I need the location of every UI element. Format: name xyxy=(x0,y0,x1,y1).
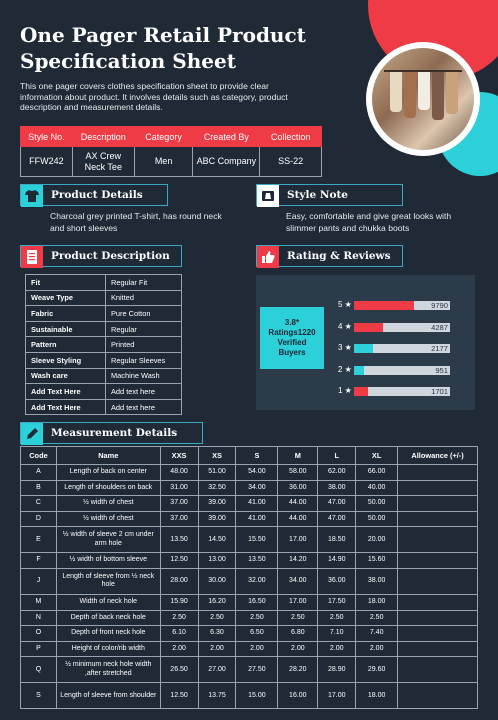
rating-row xyxy=(334,386,470,396)
measurement-cell: 28.00 xyxy=(160,568,198,594)
measurement-cell: D xyxy=(21,511,57,527)
measurement-row xyxy=(21,553,478,569)
description-value: Machine Wash xyxy=(106,368,182,384)
product-details-header xyxy=(20,184,168,206)
spec-table xyxy=(20,126,322,177)
measurement-cell: 31.00 xyxy=(160,480,198,496)
description-row xyxy=(26,384,182,400)
rating-count: 951 xyxy=(435,365,448,375)
measurement-cell: 58.00 xyxy=(278,465,318,481)
measurement-cell: Length of shoulders on back xyxy=(56,480,160,496)
measurement-cell xyxy=(398,568,478,594)
rating-row xyxy=(334,343,470,353)
measurement-cell: Length of back on center xyxy=(56,465,160,481)
description-row xyxy=(26,290,182,306)
rating-row xyxy=(334,300,470,310)
intro-text: This one pager covers clothes specification sheet to provide clear information about product. It involves details such as category, product description and measurement details. xyxy=(20,81,288,113)
measurement-cell: ½ minimum neck hole width ,after stretched xyxy=(56,657,160,683)
description-row xyxy=(26,275,182,291)
measurement-cell: 14.20 xyxy=(278,553,318,569)
spec-cell: AX Crew Neck Tee xyxy=(72,147,134,177)
description-value: Regular Fit xyxy=(106,275,182,291)
measurement-cell xyxy=(398,496,478,512)
measurement-cell: O xyxy=(21,626,57,642)
measurement-cell: 28.90 xyxy=(318,657,356,683)
rating-label: 5 ★ xyxy=(338,300,352,309)
measurement-cell xyxy=(398,511,478,527)
measurement-cell: 41.00 xyxy=(236,496,278,512)
measurement-cell xyxy=(398,480,478,496)
measurement-cell: 7.40 xyxy=(356,626,398,642)
measurement-cell: 36.00 xyxy=(318,568,356,594)
description-key: Add Text Here xyxy=(26,399,106,415)
rating-bar xyxy=(354,344,450,353)
ratings-header xyxy=(256,245,403,267)
dress-icon xyxy=(257,185,279,207)
measurement-cell: 18.50 xyxy=(318,527,356,553)
measurement-cell: 30.00 xyxy=(198,568,236,594)
rating-row xyxy=(334,322,470,332)
product-details-title: Product Details xyxy=(51,189,143,201)
measurement-row xyxy=(21,641,478,657)
measurement-cell: 6.30 xyxy=(198,626,236,642)
description-key: Add Text Here xyxy=(26,384,106,400)
measurement-cell: 2.00 xyxy=(278,641,318,657)
measurement-cell: 48.00 xyxy=(160,465,198,481)
measurement-row xyxy=(21,683,478,709)
measurement-cell: Height of color/rib width xyxy=(56,641,160,657)
product-photo xyxy=(366,42,480,156)
measurement-cell: 16.50 xyxy=(236,594,278,610)
description-value: Add text here xyxy=(106,384,182,400)
measurement-row xyxy=(21,496,478,512)
measurement-cell: 44.00 xyxy=(278,511,318,527)
measurement-cell: 12.50 xyxy=(160,553,198,569)
measurement-cell: Length of sleeve from shoulder xyxy=(56,683,160,709)
measurement-cell xyxy=(398,553,478,569)
rating-bar xyxy=(354,301,450,310)
measurement-cell: M xyxy=(21,594,57,610)
measurement-cell: ½ width of chest xyxy=(56,496,160,512)
description-key: Sustainable xyxy=(26,321,106,337)
measurement-cell: Length of sleeve from ½ neck hole xyxy=(56,568,160,594)
measurement-cell: 2.00 xyxy=(318,641,356,657)
rating-bar-fill xyxy=(354,301,414,310)
measurement-header-cell: M xyxy=(278,447,318,465)
measurement-cell: 26.50 xyxy=(160,657,198,683)
measurement-cell: 17.00 xyxy=(318,683,356,709)
measurement-cell: 17.50 xyxy=(318,594,356,610)
rating-label: 1 ★ xyxy=(338,386,352,395)
description-value: Printed xyxy=(106,337,182,353)
product-description-table xyxy=(25,274,182,415)
measurement-cell: E xyxy=(21,527,57,553)
measurement-cell xyxy=(398,626,478,642)
measurement-cell: 2.00 xyxy=(356,641,398,657)
measurement-cell: 47.00 xyxy=(318,511,356,527)
description-value: Add text here xyxy=(106,399,182,415)
measurement-cell: 2.50 xyxy=(278,610,318,626)
measurement-cell: 50.00 xyxy=(356,496,398,512)
measurement-cell: 2.50 xyxy=(236,610,278,626)
measurement-cell: ½ width of sleeve 2 cm under arm hole xyxy=(56,527,160,553)
measurement-cell: 15.00 xyxy=(236,683,278,709)
measurement-cell: 14.90 xyxy=(318,553,356,569)
product-description-header xyxy=(20,245,182,267)
measurement-row xyxy=(21,527,478,553)
ratings-title: Rating & Reviews xyxy=(287,250,391,262)
measurement-row xyxy=(21,511,478,527)
measurement-cell: 2.00 xyxy=(236,641,278,657)
spec-header: Collection xyxy=(260,127,322,147)
description-row xyxy=(26,337,182,353)
measurement-cell: 17.00 xyxy=(278,594,318,610)
measurement-cell: 28.20 xyxy=(278,657,318,683)
rating-bar-fill xyxy=(354,323,383,332)
measurement-cell: 6.10 xyxy=(160,626,198,642)
measurement-cell xyxy=(398,641,478,657)
measurement-cell: 14.50 xyxy=(198,527,236,553)
measurement-cell: 18.00 xyxy=(356,594,398,610)
style-note-header xyxy=(256,184,403,206)
tshirt-icon xyxy=(21,185,43,207)
rating-row xyxy=(334,365,470,375)
thumbs-up-icon xyxy=(257,246,279,268)
style-note-text: Easy, comfortable and give great looks with slimmer pants and chukka boots xyxy=(286,211,452,233)
measurement-title: Measurement Details xyxy=(51,427,178,439)
document-icon xyxy=(21,246,43,268)
measurement-cell xyxy=(398,527,478,553)
ratings-summary: 3.8* Ratings1220 Verified Buyers xyxy=(260,307,324,369)
rating-bar-fill xyxy=(354,366,364,375)
measurement-row xyxy=(21,465,478,481)
measurement-cell: 13.50 xyxy=(160,527,198,553)
rating-bar xyxy=(354,387,450,396)
measurement-cell: 32.00 xyxy=(236,568,278,594)
measurement-cell: 2.00 xyxy=(160,641,198,657)
spec-header: Style No. xyxy=(21,127,73,147)
measurement-cell: 2.50 xyxy=(356,610,398,626)
measurement-header-cell: XXS xyxy=(160,447,198,465)
measurement-cell: 18.00 xyxy=(356,683,398,709)
measurement-cell: 2.00 xyxy=(198,641,236,657)
measurement-cell: N xyxy=(21,610,57,626)
measurement-cell: 27.00 xyxy=(198,657,236,683)
measurement-cell: 40.00 xyxy=(356,480,398,496)
spec-header: Category xyxy=(134,127,193,147)
measurement-cell xyxy=(398,657,478,683)
measurement-cell: 7.10 xyxy=(318,626,356,642)
measurement-cell: Depth of back neck hole xyxy=(56,610,160,626)
rating-count: 2177 xyxy=(431,344,448,353)
measurement-cell: 13.50 xyxy=(236,553,278,569)
description-key: Fabric xyxy=(26,306,106,322)
rating-label: 2 ★ xyxy=(338,364,352,374)
measurement-cell: 15.50 xyxy=(236,527,278,553)
description-row xyxy=(26,306,182,322)
measurement-header-cell: Name xyxy=(56,447,160,465)
measurement-header-cell: L xyxy=(318,447,356,465)
measurement-cell: 2.50 xyxy=(160,610,198,626)
measurement-header xyxy=(20,422,203,444)
measurement-cell: 47.00 xyxy=(318,496,356,512)
measurement-cell: 27.50 xyxy=(236,657,278,683)
rating-count: 1701 xyxy=(431,387,448,396)
measurement-row xyxy=(21,610,478,626)
spec-header: Description xyxy=(72,127,134,147)
measurement-cell: 32.50 xyxy=(198,480,236,496)
description-value: Knitted xyxy=(106,290,182,306)
ratings-panel xyxy=(256,275,475,410)
measurement-row xyxy=(21,568,478,594)
measurement-cell: F xyxy=(21,553,57,569)
measurement-cell: 39.00 xyxy=(198,496,236,512)
description-row xyxy=(26,352,182,368)
measurement-cell: 15.60 xyxy=(356,553,398,569)
measurement-cell: 34.00 xyxy=(278,568,318,594)
page-title: One Pager Retail Product Specification Sheet xyxy=(20,23,306,73)
measurement-cell: Width of neck hole xyxy=(56,594,160,610)
description-row xyxy=(26,321,182,337)
rating-count: 9790 xyxy=(431,301,448,310)
measurement-cell: ½ width of bottom sleeve xyxy=(56,553,160,569)
description-value: Regular Sleeves xyxy=(106,352,182,368)
measurement-cell xyxy=(398,465,478,481)
measurement-cell xyxy=(398,683,478,709)
measurement-row xyxy=(21,657,478,683)
measurement-cell xyxy=(398,610,478,626)
measurement-cell: 44.00 xyxy=(278,496,318,512)
measurement-cell xyxy=(398,594,478,610)
description-row xyxy=(26,399,182,415)
measurement-cell: 29.60 xyxy=(356,657,398,683)
measurement-header-cell: Allowance (+/-) xyxy=(398,447,478,465)
measurement-cell: 41.00 xyxy=(236,511,278,527)
rating-count: 4287 xyxy=(431,322,448,332)
measurement-row xyxy=(21,626,478,642)
measurement-cell: 50.00 xyxy=(356,511,398,527)
spec-cell: Men xyxy=(134,147,193,177)
measurement-table xyxy=(20,446,478,709)
description-row xyxy=(26,368,182,384)
spec-cell: SS-22 xyxy=(260,147,322,177)
measurement-header-cell: S xyxy=(236,447,278,465)
description-value: Pure Cotton xyxy=(106,306,182,322)
measurement-cell: 2.50 xyxy=(198,610,236,626)
measurement-cell: P xyxy=(21,641,57,657)
measurement-row xyxy=(21,480,478,496)
measurement-cell: 16.00 xyxy=(278,683,318,709)
measurement-cell: J xyxy=(21,568,57,594)
measurement-cell: 36.00 xyxy=(278,480,318,496)
measurement-cell: 38.00 xyxy=(356,568,398,594)
product-description-title: Product Description xyxy=(51,250,170,262)
measurement-cell: 38.00 xyxy=(318,480,356,496)
measurement-cell: Depth of front neck hole xyxy=(56,626,160,642)
measurement-cell: 13.00 xyxy=(198,553,236,569)
measurement-cell: 20.00 xyxy=(356,527,398,553)
measurement-cell: 62.00 xyxy=(318,465,356,481)
measurement-cell: S xyxy=(21,683,57,709)
measurement-header-cell: Code xyxy=(21,447,57,465)
measurement-cell: A xyxy=(21,465,57,481)
rating-bar-fill xyxy=(354,387,368,396)
measurement-cell: ½ width of chest xyxy=(56,511,160,527)
rating-bar xyxy=(354,366,450,375)
measurement-row xyxy=(21,594,478,610)
measurement-cell: C xyxy=(21,496,57,512)
description-key: Fit xyxy=(26,275,106,291)
measurement-cell: 39.00 xyxy=(198,511,236,527)
spec-cell: FFW242 xyxy=(21,147,73,177)
rating-label: 3 ★ xyxy=(338,343,352,352)
measurement-cell: 54.00 xyxy=(236,465,278,481)
measurement-cell: 15.90 xyxy=(160,594,198,610)
measurement-cell: 12.50 xyxy=(160,683,198,709)
rating-bar-fill xyxy=(354,344,373,353)
product-details-text: Charcoal grey printed T-shirt, has round neck and short sleeves xyxy=(50,211,222,233)
measurement-cell: 6.80 xyxy=(278,626,318,642)
measurement-header-cell: XS xyxy=(198,447,236,465)
description-key: Wash care xyxy=(26,368,106,384)
rating-bar xyxy=(354,323,450,332)
measurement-cell: B xyxy=(21,480,57,496)
measurement-cell: 16.20 xyxy=(198,594,236,610)
rating-label: 4 ★ xyxy=(338,321,352,331)
style-note-title: Style Note xyxy=(287,189,348,201)
description-value: Regular xyxy=(106,321,182,337)
spec-header: Created By xyxy=(193,127,260,147)
measurement-cell: 2.50 xyxy=(318,610,356,626)
measurement-cell: 13.75 xyxy=(198,683,236,709)
measurement-cell: 17.00 xyxy=(278,527,318,553)
measurement-cell: 37.00 xyxy=(160,511,198,527)
measurement-cell: 34.00 xyxy=(236,480,278,496)
measurement-header-cell: XL xyxy=(356,447,398,465)
measurement-cell: 66.00 xyxy=(356,465,398,481)
measurement-cell: 51.00 xyxy=(198,465,236,481)
description-key: Sleeve Styling xyxy=(26,352,106,368)
spec-cell: ABC Company xyxy=(193,147,260,177)
measurement-cell: 37.00 xyxy=(160,496,198,512)
measurement-cell: Q xyxy=(21,657,57,683)
description-key: Pattern xyxy=(26,337,106,353)
description-key: Weave Type xyxy=(26,290,106,306)
measurement-cell: 6.50 xyxy=(236,626,278,642)
pen-icon xyxy=(21,423,43,445)
